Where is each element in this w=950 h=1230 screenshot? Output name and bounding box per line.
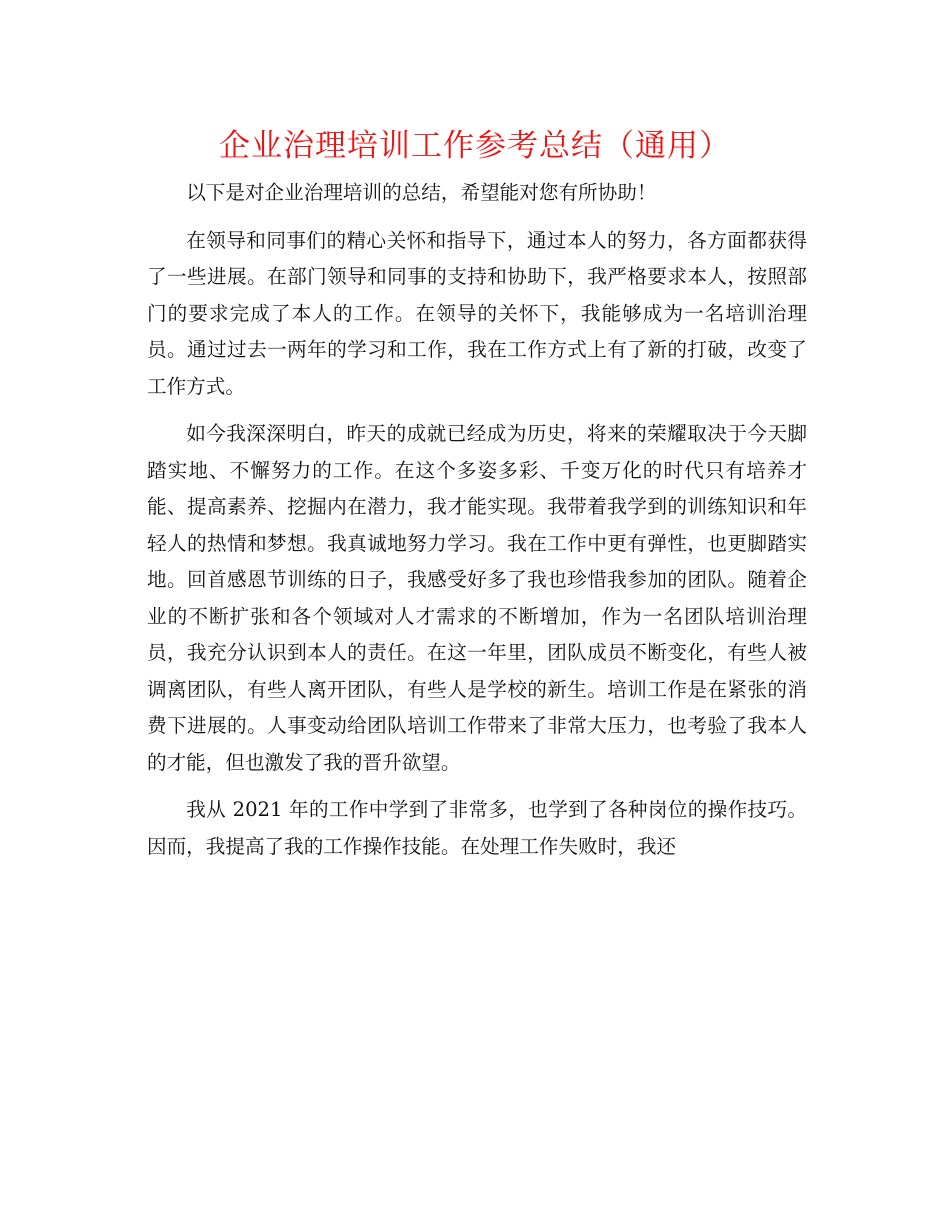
body-paragraph-2: 如今我深深明白，昨天的成就已经成为历史，将来的荣耀取决于今天脚踏实地、不懈努力的工作。在这个多姿多彩、千变万化的时代只有培养才能、提高素养、挖掘内在潜力，我才能实现。我带着我学到的训练知识和年轻人的热情和梦想。我真诚地努力学习。我在工作中更有弹性，也更脚踏实地。回首感恩节训练的日子，我感受好多了我也珍惜我参加的团队。随着企业的不断扩张和各个领域对人才需求的不断增加，作为一名团队培训治理员，我充分认识到本人的责任。在这一年里，团队成员不断变化，有些人被调离团队，有些人离开团队，有些人是学校的新生。培训工作是在紧张的消费下进展的。人事变动给团队培训工作带来了非常大压力，也考验了我本人的才能，但也激发了我的晋升欲望。 [147,422,807,774]
document-title: 企业治理培训工作参考总结（通用） [219,128,731,164]
body-paragraph-3: 我从 2021 年的工作中学到了非常多，也学到了各种岗位的操作技巧。因而，我提高了我的工作操作技能。在处理工作失败时，我还 [147,798,807,858]
intro-paragraph: 以下是对企业治理培训的总结，希望能对您有所协助！ [186,181,657,204]
document-body [147,175,807,876]
body-paragraph-1: 在领导和同事们的精心关怀和指导下，通过本人的努力，各方面都获得了一些进展。在部门领导和同事的支持和协助下，我严格要求本人，按照部门的要求完成了本人的工作。在领导的关怀下，我能够成为一名培训治理员。通过过去一两年的学习和工作，我在工作方式上有了新的打破，改变了工作方式。 [147,228,807,398]
